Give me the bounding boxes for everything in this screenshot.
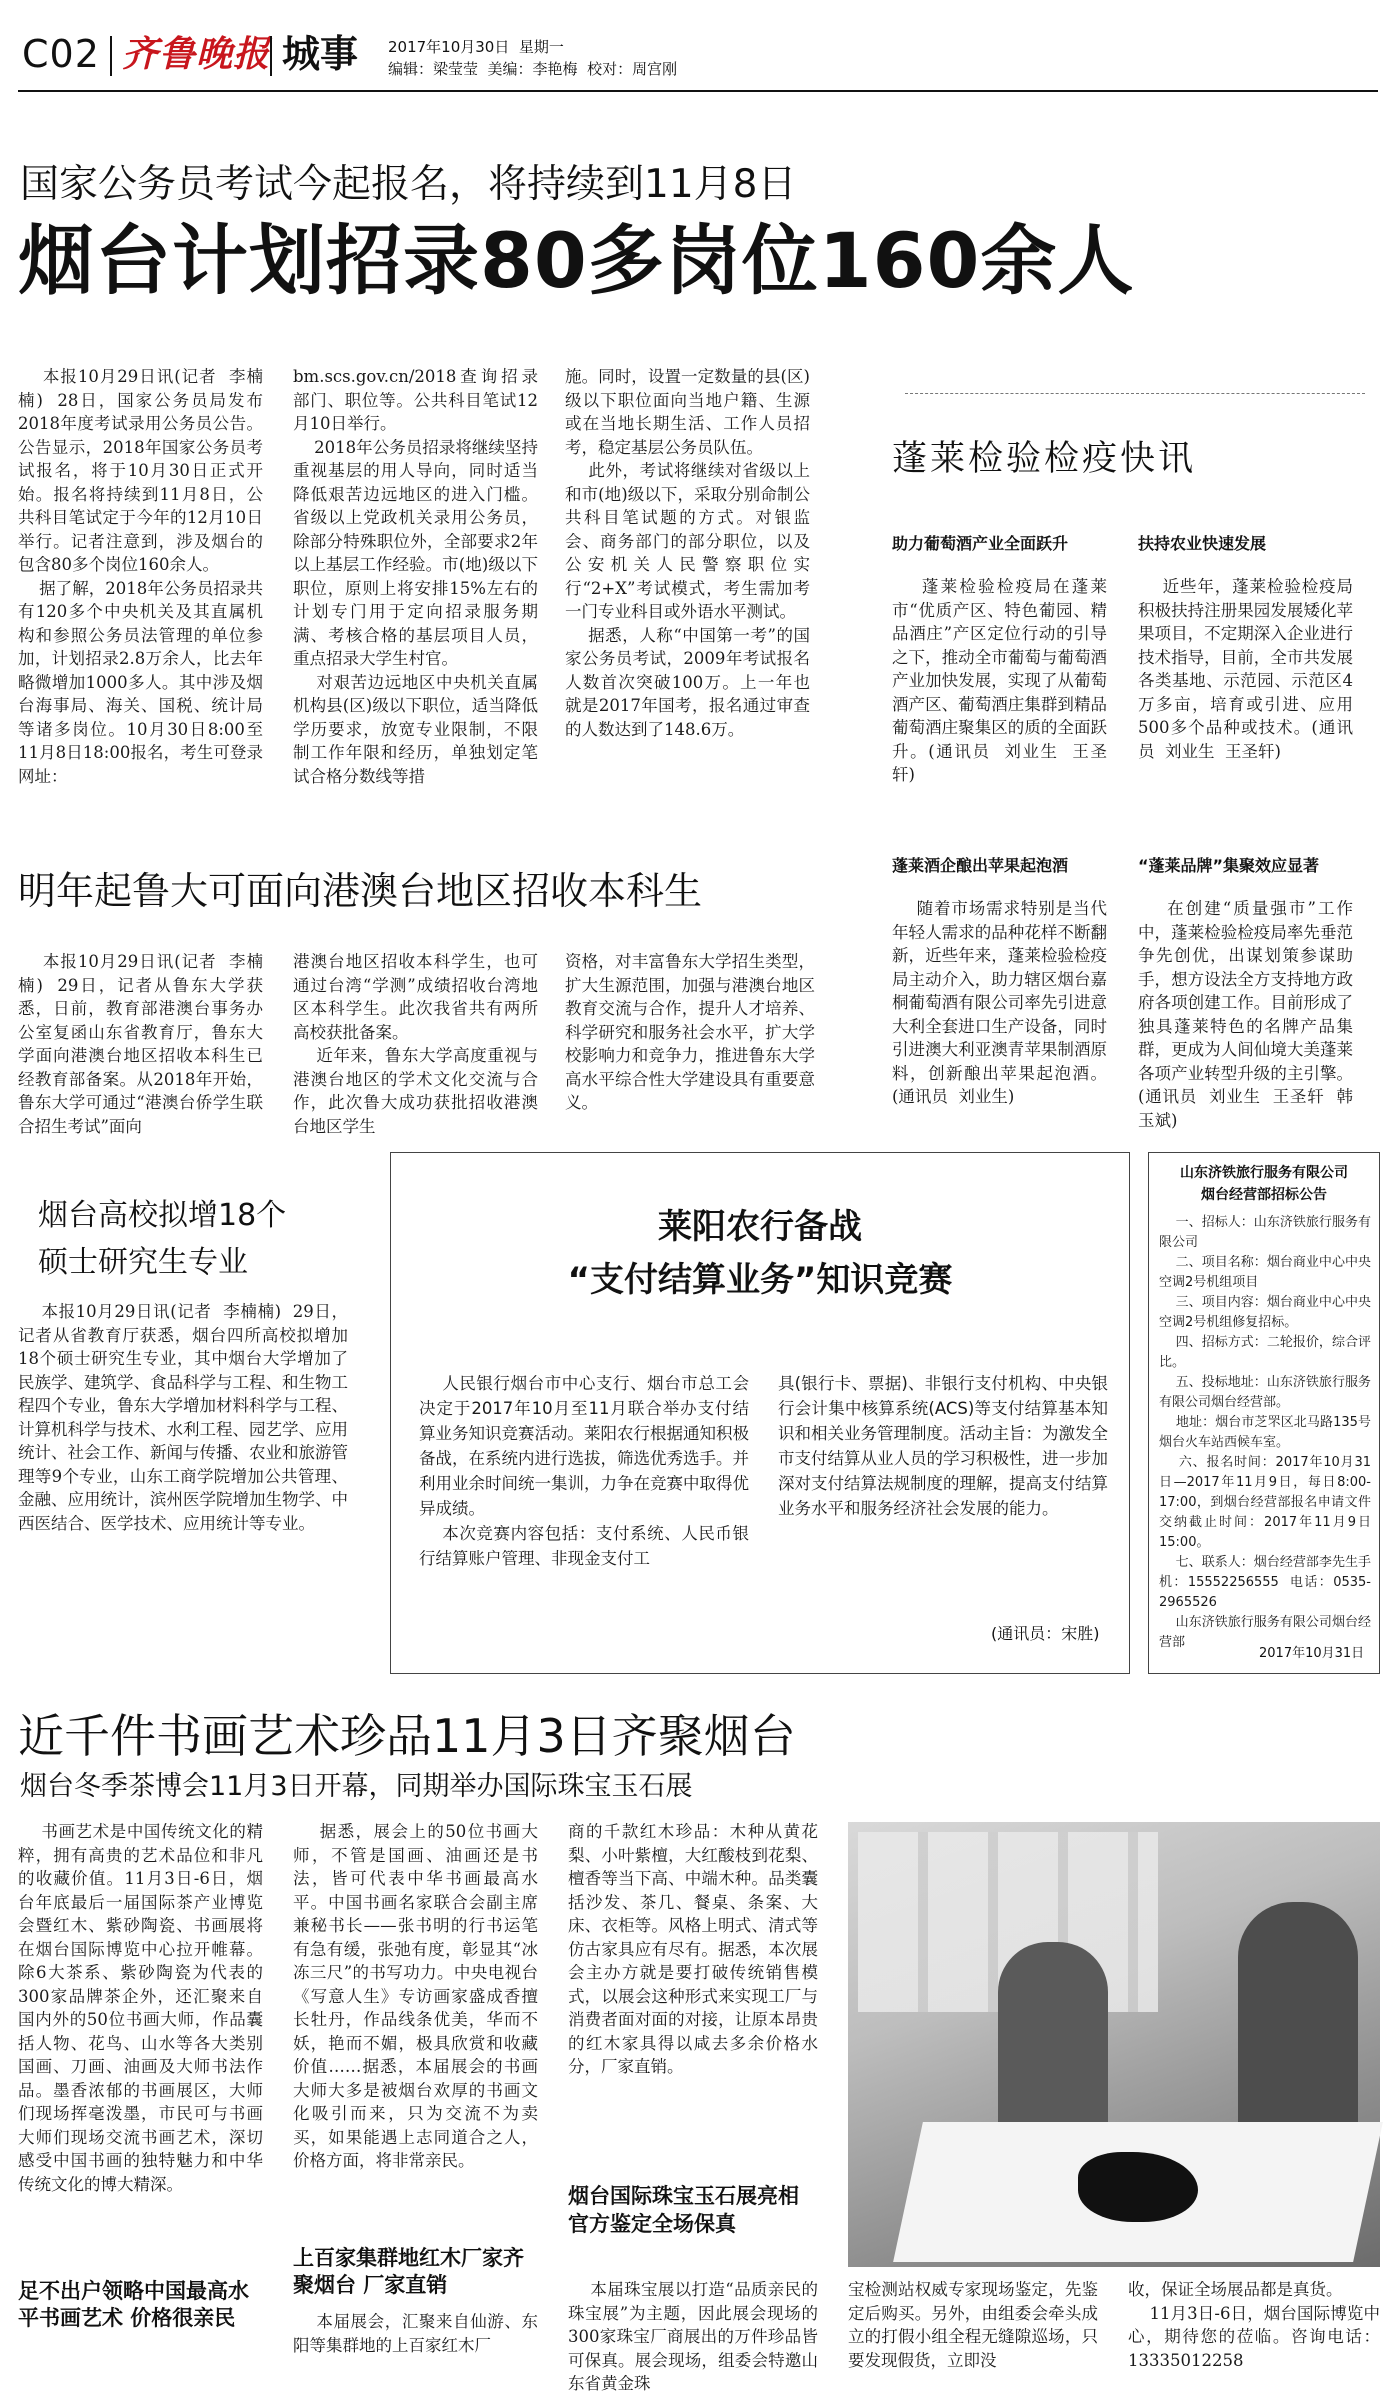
- story4-col2: 据悉，展会上的50位书画大师，不管是国画、油画还是书法，皆可代表中华书画最高水平。中国书画名家联合会副主席兼秘书长——张书明的行书运笔有急有缓，张弛有度，彰显其“冰冻三尺”的书写功力。中央电视台《写意人生》专访画家盛成香擅长牡丹，作品线条优美，华而不妖，艳而不媚，极具欣赏和收藏价值……据悉，本届展会的书画大师大多是被烟台欢厚的书画文化吸引而来，只为交流不为卖买，如果能遇上志同道合之人，价格方面，将非常亲民。: [293, 1822, 538, 2170]
- expo-photo: [848, 1822, 1380, 2267]
- page-number: C02: [22, 32, 100, 76]
- story4-col1-subhead: 足不出户领略中国最高水平书画艺术 价格很亲民: [18, 2279, 249, 2330]
- section-title: 城事: [282, 32, 359, 76]
- editors-line: 编辑：梁莹莹 美编：李艳梅 校对：周宫刚: [388, 60, 678, 78]
- masthead-rule: [18, 90, 1378, 92]
- notice-date: 2017年10月31日: [1259, 1646, 1365, 1661]
- penglai-news-box: [880, 385, 1380, 1130]
- story1-col2: bm.scs.gov.cn/2018查询招录部门、职位等。公共科目笔试12月10日举行。 2018年公务员招录将继续坚持重视基层的用人导向，同时适当降低艰苦边远地区的进入门槛。省级以上党政机关录用公务员，除部分特殊职位外，全部要求2年以上基层工作经验。市(地)级以下职位，原则上将安排15%左右的计划专门用于定向招录服务期满、考核合格的基层项目人员，重点招录大学生村官。 对艰苦边远地区中央机关直属机构县(区)级以下职位，适当降低学历要求，放宽专业限制，不限制工作年限和经历，单独划定笔试合格分数线等措: [293, 367, 538, 786]
- laiyang-byline: (通讯员：宋胜): [991, 1624, 1100, 1643]
- penglai-item2-heading: 扶持农业快速发展: [1138, 534, 1267, 553]
- photo-figure-artist: [998, 1942, 1108, 2142]
- penglai-item1-heading: 助力葡萄酒产业全面跃升: [892, 534, 1069, 553]
- story2-col3: 资格，对丰富鲁东大学招生类型，扩大生源范围，加强与港澳台地区教育交流与合作，提升人才培养、科学研究和服务社会水平，扩大学校影响力和竞争力，推进鲁东大学高水平综合性大学建设具有重要意义。: [565, 952, 815, 1112]
- penglai-item3-body: 随着市场需求特别是当代年轻人需求的品种花样不断翻新，近些年来，蓬莱检验检疫局主动介入，助力辖区烟台嘉桐葡萄酒有限公司率先引进意大利全套进口生产设备，同时引进澳大利亚澳青苹果制酒原料，创新酿出苹果起泡酒。(通讯员 刘业生): [892, 899, 1108, 1106]
- story-yantai-graduate-programs: [0, 1170, 370, 1690]
- laiyang-title-line1: 莱阳农行备战: [658, 1207, 862, 1247]
- story4-headline: 近千件书画艺术珍品11月3日齐聚烟台: [18, 1709, 796, 1763]
- story3-headline-line2: 硕士研究生专业: [38, 1245, 248, 1280]
- masthead: [0, 0, 1395, 86]
- story-calligraphy-expo: [0, 1690, 1395, 2395]
- masthead-divider-2: [270, 36, 272, 76]
- story4-col5-tail: 收，保证全场展品都是真货。 11月3日-6日，烟台国际博览中心，期待您的莅临。咨询电话：13335012258: [1128, 2280, 1380, 2370]
- story4-col4-tail: 宝检测站权威专家现场鉴定，先鉴定后购买。另外，由组委会牵头成立的打假小组全程无缝隙巡场，只要发现假货，立即没: [848, 2280, 1098, 2370]
- tender-notice-box: [1148, 1152, 1380, 1674]
- story1-headline: 烟台计划招录80多岗位160余人: [18, 216, 1135, 305]
- notice-body: 一、招标人：山东济铁旅行服务有限公司 二、项目名称：烟台商业中心中央空调2号机组项目 三、项目内容：烟台商业中心中央空调2号机组修复招标。 四、招标方式：二轮报价，综合评比。 五、投标地址：山东济铁旅行服务有限公司烟台经营部。 地址：烟台市芝罘区北马路135号烟台火车站西候车室。 六、报名时间：2017年10月31日—2017年11月9日，每日8:00-17:00，到烟台经营部报名申请文件交纳截止时间：2017年11月9日15:00。 七、联系人：烟台经营部李先生手机：15552256555 电话：0535-2965526 山东济铁旅行服务有限公司烟台经营部: [1159, 1215, 1371, 1650]
- story4-col3-tail: 本届珠宝展以打造“品质亲民的珠宝展”为主题，因此展会现场的300家珠宝厂商展出的万件珍品皆可保真。展会现场，组委会特邀山东省黄金珠: [568, 2280, 819, 2393]
- laiyang-title-line2: “支付结算业务”知识竞赛: [567, 1260, 953, 1300]
- story1-col1: 本报10月29日讯(记者 李楠楠) 28日，国家公务员局发布2018年度考试录用公务员公告。公告显示，2018年国家公务员考试报名，将于10月30日正式开始。报名将持续到11月8日，公共科目笔试定于今年的12月10日举行。记者注意到，涉及烟台的包含80多个岗位160余人。 据了解，2018年公务员招录共有120多个中央机关及其直属机构和参照公务员法管理的单位参加，计划招录2.8万余人，比去年略微增加1000多人。其中涉及烟台海事局、海关、国税、统计局等诸多岗位。10月30日8:00至11月8日18:00报名，考生可登录网址：: [18, 367, 263, 786]
- story1-col3: 施。同时，设置一定数量的县(区)级以下职位面向当地户籍、生源或在当地长期生活、工作人员招考，稳定基层公务员队伍。 此外，考试将继续对省级以上和市(地)级以下，采取分别命制公共科目笔试题的方式。对银监会、商务部门的部分职位，以及公安机关人民警察职位实行“2+X”考试模式，考生需加考一门专业科目或外语水平测试。 据悉，人称“中国第一考”的国家公务员考试，2009年考试报名人数首次突破100万。上一年也就是2017年国考，报名通过审查的人数达到了148.6万。: [565, 367, 811, 739]
- story4-col3: 商的千款红木珍品：木种从黄花梨、小叶紫檀，大红酸枝到花梨、檀香等当下高、中端木种。品类囊括沙发、茶几、餐桌、条案、大床、衣柜等。风格上明式、清式等仿古家具应有尽有。据悉，本次展会主办方就是要打破传统销售模式，以展会这种形式来实现工厂与消费者面对面的对接，让原本昂贵的红木家具得以咸去多余价格水分，厂家直销。: [568, 1822, 818, 2076]
- story3-headline-line1: 烟台高校拟增18个: [38, 1198, 287, 1233]
- penglai-top-rule: [905, 393, 1365, 394]
- penglai-item1-body: 蓬莱检验检疫局在蓬莱市“优质产区、特色葡园、精品酒庄”产区定位行动的引导之下，推动全市葡萄与葡萄酒产业加快发展，实现了从葡萄酒产区、葡萄酒庄集群到精品葡萄酒庄聚集区的质的全面跃升。(通讯员 刘业生 王圣轩): [892, 577, 1108, 784]
- penglai-item2-body: 近些年，蓬莱检验检疫局积极扶持注册果园发展矮化苹果项目，不定期深入企业进行技术指导，目前，全市共发展各类基地、示范园、示范区4万多亩，培育或引进、应用500多个品种或技术。(通讯员 刘业生 王圣轩): [1138, 577, 1354, 761]
- story1-kicker: 国家公务员考试今起报名，将持续到11月8日: [20, 162, 797, 207]
- laiyang-col2: 具(银行卡、票据)、非银行支付机构、中央银行会计集中核算系统(ACS)等支付结算基本知识和相关业务管理制度。活动主旨：为激发全市支付结算从业人员的学习积极性，进一步加深对支付结算法规制度的理解，提高支付结算业务水平和服务经济社会发展的能力。: [778, 1374, 1108, 1518]
- penglai-item4-heading: “蓬莱品牌”集聚效应显著: [1138, 856, 1320, 875]
- story2-headline: 明年起鲁大可面向港澳台地区招收本科生: [18, 869, 703, 913]
- story2-col1: 本报10月29日讯(记者 李楠楠) 29日，记者从鲁东大学获悉，日前，教育部港澳台事务办公室复函山东省教育厅，鲁东大学面向港澳台地区招收本科生已经教育部备案。从2018年开始，鲁东大学可通过“港澳台侨学生联合招生考试”面向: [18, 952, 263, 1136]
- story4-col3-subhead: 烟台国际珠宝玉石展亮相 官方鉴定全场保真: [568, 2184, 799, 2236]
- laiyang-bank-box: [390, 1152, 1130, 1674]
- story-ludong-university: [0, 855, 860, 1155]
- story4-col1: 书画艺术是中国传统文化的精粹，拥有高贵的艺术品位和非凡的收藏价值。11月3日-6日，烟台年底最后一届国际茶产业博览会暨红木、紫砂陶瓷、书画展将在烟台国际博览中心拉开帷幕。除6大茶系、紫砂陶瓷为代表的300家品牌茶企外，还汇聚来自国内外的50位书画大师，作品囊括人物、花鸟、山水等各大类别国画、刀画、油画及大师书法作品。墨香浓郁的书画展区，大师们现场挥毫泼墨，市民可与书画大师们现场交流书画艺术，深切感受中国书画的独特魅力和中华传统文化的博大精深。: [18, 1822, 263, 2194]
- story2-col2: 港澳台地区招收本科学生，也可通过台湾“学测”成绩招收台湾地区本科学生。此次我省共有两所高校获批备案。 近年来，鲁东大学高度重视与港澳台地区的学术文化交流与合作，此次鲁大成功获批招收港澳台地区学生: [293, 952, 538, 1136]
- penglai-title: 蓬莱检验检疫快讯: [892, 439, 1197, 479]
- penglai-item3-heading: 蓬莱酒企酿出苹果起泡酒: [892, 856, 1069, 875]
- date-line: 2017年10月30日 星期一: [388, 38, 564, 56]
- notice-title-line2: 烟台经营部招标公告: [1201, 1187, 1327, 1203]
- paper-logo: 齐鲁晚报: [122, 33, 271, 75]
- story3-body: 本报10月29日讯(记者 李楠楠) 29日，记者从省教育厅获悉，烟台四所高校拟增加18个硕士研究生专业，其中烟台大学增加了民族学、建筑学、食品科学与工程、和生物工程四个专业，鲁东大学增加材料科学与工程、计算机科学与技术、水利工程、园艺学、应用统计、社会工作、新闻与传播、农业和旅游管理等9个专业，山东工商学院增加公共管理、金融、应用统计，滨州医学院增加生物学、中西医结合、医学技术、应用统计等专业。: [18, 1302, 349, 1533]
- laiyang-col1: 人民银行烟台市中心支行、烟台市总工会决定于2017年10月至11月联合举办支付结算业务知识竞赛活动。莱阳农行根据通知积极备战，在系统内进行选拔，筛选优秀选手。并利用业余时间统一集训，力争在竞赛中取得优异成绩。 本次竞赛内容包括：支付系统、人民币银行结算账户管理、非现金支付工: [419, 1374, 750, 1568]
- story4-subhead: 烟台冬季茶博会11月3日开幕，同期举办国际珠宝玉石展: [20, 1771, 693, 1802]
- penglai-item4-body: 在创建“质量强市”工作中，蓬莱检验检疫局率先垂范争先创优，出谋划策参谋助手，想方设法全方支持地方政府各项创建工作。目前形成了独具蓬莱特色的名牌产品集群，更成为人间仙境大美蓬莱各项产业转型升级的主引擎。(通讯员 刘业生 王圣轩 韩玉斌): [1138, 899, 1354, 1130]
- masthead-divider: [110, 36, 112, 76]
- story4-col2-subhead: 上百家集群地红木厂家齐聚烟台 厂家直销: [293, 2246, 524, 2297]
- notice-title-line1: 山东济铁旅行服务有限公司: [1180, 1165, 1348, 1181]
- story4-col2-tail: 本届展会，汇聚来自仙游、东阳等集群地的上百家红木厂: [293, 2312, 538, 2355]
